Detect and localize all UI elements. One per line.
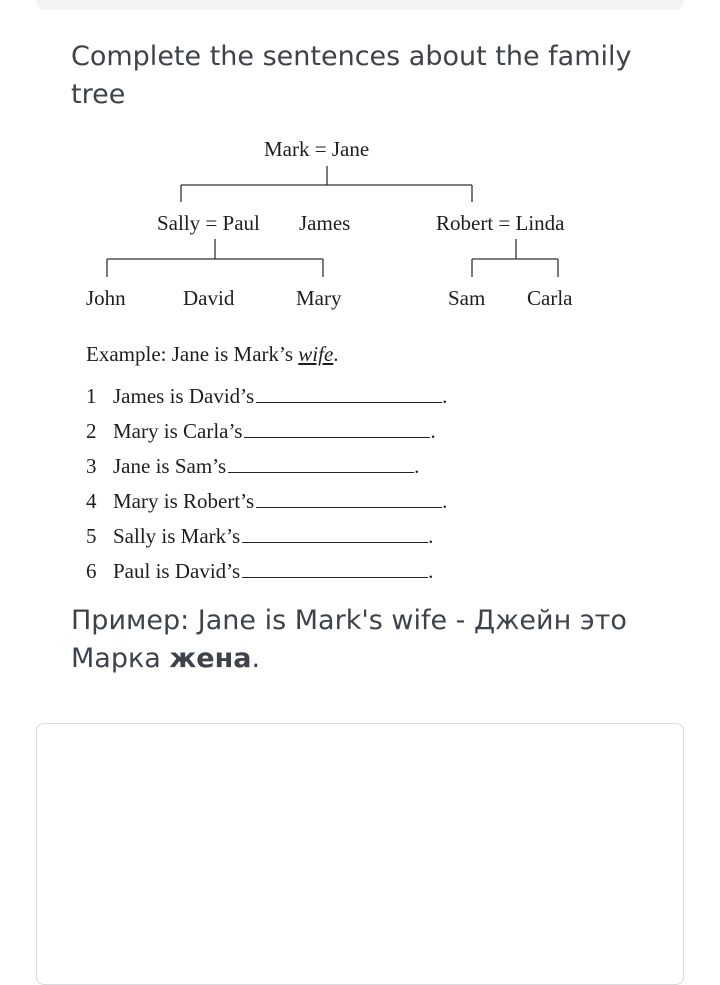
answer-input-box[interactable] xyxy=(36,723,684,985)
family-tree-worksheet xyxy=(0,130,720,600)
tree-sam: Sam xyxy=(448,286,486,310)
example-answer: wife xyxy=(298,342,334,366)
tree-david: David xyxy=(183,286,235,310)
tree-mary: Mary xyxy=(296,286,342,310)
answer-blank xyxy=(256,384,442,403)
exercise-1: 1 James is David’s . xyxy=(86,384,448,408)
exercise-4: 4 Mary is Robert’s . xyxy=(86,489,448,513)
tree-robert-linda: Robert = Linda xyxy=(436,211,565,235)
example-sentence: Example: Jane is Mark’s wife. xyxy=(86,342,339,366)
tree-carla: Carla xyxy=(527,286,573,310)
answer-blank xyxy=(242,524,428,543)
tree-sally-paul: Sally = Paul xyxy=(157,211,260,235)
exercise-5: 5 Sally is Mark’s . xyxy=(86,524,434,548)
tree-james: James xyxy=(299,211,351,235)
answer-blank xyxy=(256,489,442,508)
exercise-6: 6 Paul is David’s . xyxy=(86,559,434,583)
tree-john: John xyxy=(86,286,126,310)
answer-blank xyxy=(242,559,428,578)
question-title: Complete the sentences about the family tree xyxy=(71,41,632,110)
previous-card xyxy=(36,0,684,10)
exercise-3: 3 Jane is Sam’s . xyxy=(86,454,420,478)
answer-blank xyxy=(228,454,414,473)
tree-mark-jane: Mark = Jane xyxy=(264,137,370,161)
answer-blank xyxy=(244,419,430,438)
exercise-2: 2 Mary is Carla’s . xyxy=(86,419,436,443)
answer-text: Пример: Jane is Mark's wife - Джейн это Марка жена. xyxy=(71,605,627,674)
answer-highlight: жена xyxy=(169,643,252,674)
